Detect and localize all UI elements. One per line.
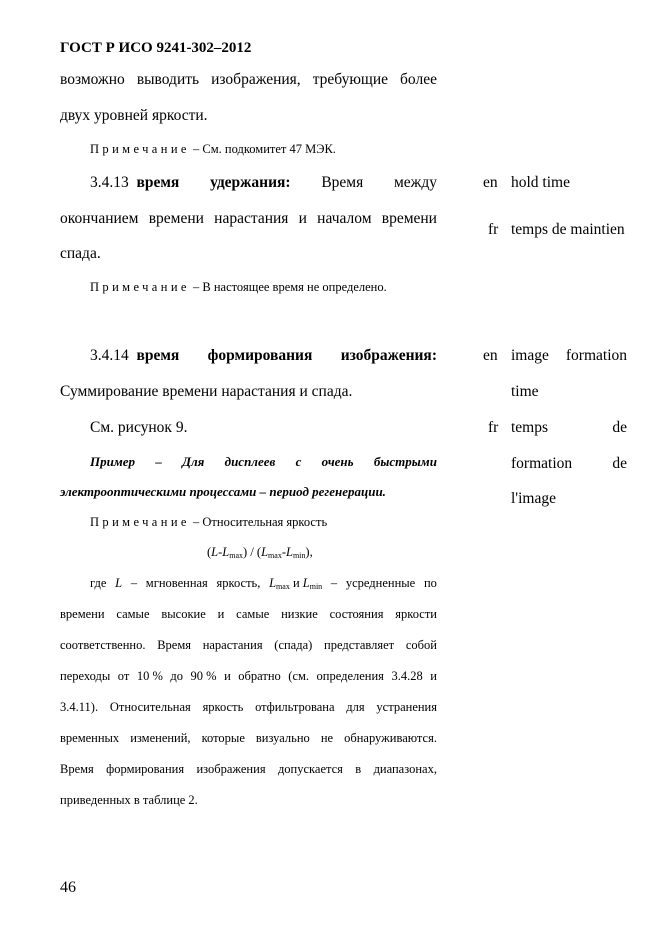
note-2 — [90, 281, 387, 294]
word: требующие — [312, 71, 389, 88]
note-3-line-6: Время формирования изображения допускается в диапазонах, — [60, 762, 437, 776]
note-3-line-3: переходы от 10 % до 90 % и обратно (см. определения 3.4.28 и — [60, 669, 437, 683]
term-word: изображения: — [340, 347, 437, 364]
note-1 — [90, 143, 336, 156]
note-3-line-4: 3.4.11). Относительная яркость отфильтрована для устранения — [60, 700, 437, 714]
en-code: en — [483, 347, 498, 364]
word: усредненные — [345, 576, 416, 590]
note-3 — [90, 516, 327, 529]
page-number: 46 — [60, 879, 76, 896]
symbol-L: L — [115, 576, 123, 590]
word: formation — [511, 455, 573, 472]
fr-code: fr — [488, 419, 499, 436]
intro-line-2: двух уровней яркости. — [60, 107, 208, 124]
fr-equivalent: temps de maintien — [511, 221, 625, 238]
relative-luminance-formula: $(L-L_{max}) / (L_{max}-L_{min})$, — [207, 545, 313, 560]
term-3-4-13-line-1 — [90, 175, 437, 191]
term-3-4-14-line-2: Суммирование времени нарастания и спада. — [60, 383, 353, 400]
word: яркость, — [216, 576, 261, 590]
note-text: – Относительная яркость — [193, 515, 328, 529]
fr-equivalent-line-2 — [511, 456, 627, 472]
note-text: – См. подкомитет 47 МЭК. — [193, 142, 336, 156]
word: de — [612, 419, 627, 436]
note-3-line-2: соответственно. Время нарастания (спада) представляет собой — [60, 638, 437, 652]
term-word: удержания: — [210, 174, 291, 191]
word: времени — [381, 210, 437, 227]
word: быстрыми — [373, 454, 437, 469]
note-label: Примечание — [90, 280, 190, 294]
see-figure: См. рисунок 9. — [90, 419, 188, 436]
word: temps — [511, 419, 549, 436]
term-word: время — [136, 174, 180, 191]
word: между — [393, 174, 437, 191]
word: дисплеев — [224, 454, 276, 469]
document-header: ГОСТ Р ИСО 9241-302–2012 — [60, 40, 252, 56]
note-3-line-5: временных изменений, которые визуально не обнаруживаются. — [60, 731, 437, 745]
word: где — [90, 576, 107, 590]
word: с — [295, 454, 302, 469]
word: выводить — [136, 71, 200, 88]
word: мгновенная — [145, 576, 208, 590]
word: formation — [565, 347, 627, 364]
word: окончанием — [60, 210, 139, 227]
word: нарастания — [214, 210, 289, 227]
word: – — [155, 454, 162, 469]
word: Время — [321, 174, 364, 191]
term-3-4-13-line-2 — [60, 211, 437, 227]
term-word: формирования — [207, 347, 313, 364]
word: image — [511, 347, 549, 364]
word: – — [330, 576, 338, 590]
word: de — [612, 455, 627, 472]
note-text: – В настоящее время не определено. — [193, 280, 387, 294]
word: более — [400, 71, 437, 88]
example-line-1 — [90, 455, 437, 468]
en-code: en — [483, 174, 498, 191]
term-3-4-14-line-1 — [90, 348, 437, 364]
example-label: Пример — [90, 454, 136, 469]
term-word: время — [136, 347, 180, 364]
word: очень — [321, 454, 354, 469]
term-number: 3.4.13 время — [90, 174, 180, 191]
term-3-4-13-line-3: спада. — [60, 245, 101, 262]
term-number: 3.4.14 время — [90, 347, 180, 364]
word: времени — [148, 210, 204, 227]
note-label: Примечание — [90, 515, 190, 529]
en-equivalent: hold time — [511, 174, 570, 191]
word: по — [423, 576, 437, 590]
word: началом — [317, 210, 372, 227]
fr-equivalent-line-3: l'image — [511, 490, 556, 507]
example-line-2: электрооптическими процессами – период регенерации. — [60, 484, 386, 499]
fr-equivalent-line-1 — [511, 420, 627, 436]
note-label: Примечание — [90, 142, 190, 156]
word: изображения, — [211, 71, 301, 88]
note-3-line-7: приведенных в таблице 2. — [60, 793, 198, 807]
word: и — [298, 210, 307, 227]
en-equivalent-line-1 — [511, 348, 627, 364]
word: Для — [182, 454, 205, 469]
symbols-lmax-lmin: $L_{max}$ и $L_{min}$ — [269, 576, 323, 591]
intro-line-1 — [60, 72, 437, 88]
en-equivalent-line-2: time — [511, 383, 539, 400]
word: возможно — [60, 71, 125, 88]
fr-code: fr — [488, 221, 499, 238]
note-3-where-line — [90, 577, 437, 591]
note-3-line-1: времени самые высокие и самые низкие состояния яркости — [60, 607, 437, 621]
word: – — [130, 576, 138, 590]
